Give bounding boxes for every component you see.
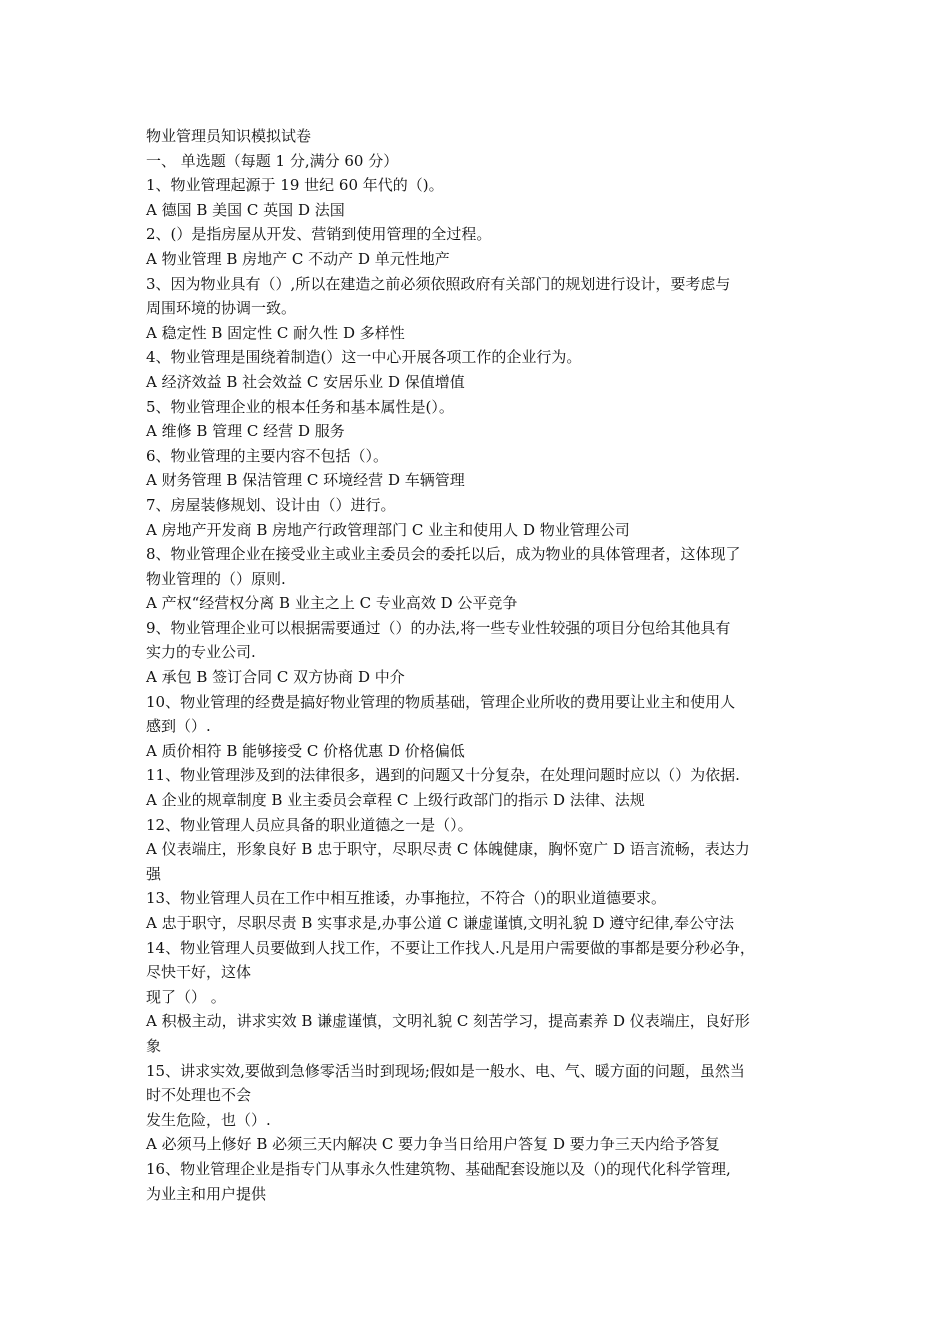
section-heading: 一、 单选题（每题 1 分,满分 60 分） bbox=[146, 151, 399, 170]
text-line: A 物业管理 B 房地产 C 不动产 D 单元性地产 bbox=[146, 249, 450, 268]
text-line: A 企业的规章制度 B 业主委员会章程 C 上级行政部门的指示 D 法律、法规 bbox=[146, 791, 645, 810]
text-line: A 质价相符 B 能够接受 C 价格优惠 D 价格偏低 bbox=[146, 741, 465, 760]
text-line: 2、(）是指房屋从开发、营销到使用管理的全过程。 bbox=[146, 225, 492, 244]
text-line: 物业管理的（）原则. bbox=[146, 569, 286, 588]
text-line: 13、物业管理人员在工作中相互推诿，办事拖拉，不符合（)的职业道德要求。 bbox=[146, 889, 666, 908]
text-line: A 稳定性 B 固定性 C 耐久性 D 多样性 bbox=[146, 323, 405, 342]
text-line: A 经济效益 B 社会效益 C 安居乐业 D 保值增值 bbox=[146, 372, 465, 391]
text-line: 8、物业管理企业在接受业主或业主委员会的委托以后，成为物业的具体管理者，这体现了 bbox=[146, 545, 741, 564]
text-line: 尽快干好，这体 bbox=[146, 963, 252, 982]
text-line: 象 bbox=[146, 1036, 162, 1055]
text-line: A 必须马上修好 B 必须三天内解决 C 要力争当日给用户答复 D 要力争三天内给予答复 bbox=[146, 1135, 720, 1154]
text-line: 4、物业管理是围绕着制造(）这一中心开展各项工作的企业行为。 bbox=[146, 348, 582, 367]
document-body bbox=[146, 173, 816, 1206]
text-line: 3、因为物业具有（）,所以在建造之前必须依照政府有关部门的规划进行设计，要考虑与 bbox=[146, 274, 731, 293]
text-line: 感到（）. bbox=[146, 717, 211, 736]
text-line: 10、物业管理的经费是搞好物业管理的物质基础，管理企业所收的费用要让业主和使用人 bbox=[146, 692, 736, 711]
text-line: A 德国 B 美国 C 英国 D 法国 bbox=[146, 200, 345, 219]
text-line: 周围环境的协调一致。 bbox=[146, 299, 297, 318]
text-line: A 财务管理 B 保洁管理 C 环境经营 D 车辆管理 bbox=[146, 471, 465, 490]
text-line: 时不处理也不会 bbox=[146, 1086, 252, 1105]
text-line: 5、物业管理企业的根本任务和基本属性是(）。 bbox=[146, 397, 454, 416]
text-line: 现了（） 。 bbox=[146, 987, 226, 1006]
text-line: A 产权“经营权分离 B 业主之上 C 专业高效 D 公平竞争 bbox=[146, 594, 518, 613]
text-line: 1、物业管理起源于 19 世纪 60 年代的（)。 bbox=[146, 176, 444, 195]
text-line: A 房地产开发商 B 房地产行政管理部门 C 业主和使用人 D 物业管理公司 bbox=[146, 520, 630, 539]
text-line: A 承包 B 签订合同 C 双方协商 D 中介 bbox=[146, 668, 405, 687]
text-line: 12、物业管理人员应具备的职业道德之一是（）。 bbox=[146, 815, 473, 834]
text-line: 7、房屋装修规划、设计由（）进行。 bbox=[146, 495, 396, 514]
text-line: 9、物业管理企业可以根据需要通过（）的办法,将一些专业性较强的项目分包给其他具有 bbox=[146, 618, 731, 637]
text-line: A 忠于职守，尽职尽责 B 实事求是,办事公道 C 谦虚谨慎,文明礼貌 D 遵守纪律,奉公守法 bbox=[146, 914, 735, 932]
document-page bbox=[146, 124, 816, 1206]
text-line: A 仪表端庄，形象良好 B 忠于职守，尽职尽责 C 体魄健康，胸怀宽广 D 语言流畅，表达力 bbox=[146, 840, 750, 859]
text-line: 发生危险，也（）. bbox=[146, 1110, 271, 1129]
text-line: A 积极主动，讲求实效 B 谦虚谨慎，文明礼貌 C 刻苦学习，提高素养 D 仪表端庄，良好形 bbox=[146, 1012, 750, 1031]
document-title: 物业管理员知识模拟试卷 bbox=[146, 127, 312, 145]
text-line: 16、物业管理企业是指专门从事永久性建筑物、基础配套设施以及（)的现代化科学管理, bbox=[146, 1159, 731, 1178]
text-line: 强 bbox=[146, 864, 162, 883]
text-line: A 维修 B 管理 C 经营 D 服务 bbox=[146, 422, 345, 441]
text-line: 15、讲求实效,要做到急修零活当时到现场;假如是一般水、电、气、暖方面的问题，虽然当 bbox=[146, 1061, 745, 1080]
text-line: 实力的专业公司. bbox=[146, 643, 256, 662]
text-line: 14、物业管理人员要做到人找工作，不要让工作找人.凡是用户需要做的事都是要分秒必争， bbox=[146, 938, 755, 957]
text-line: 6、物业管理的主要内容不包括（）。 bbox=[146, 446, 389, 465]
text-line: 为业主和用户提供 bbox=[146, 1184, 267, 1203]
text-line: 11、物业管理涉及到的法律很多，遇到的问题又十分复杂，在处理问题时应以（）为依据. bbox=[146, 766, 740, 785]
